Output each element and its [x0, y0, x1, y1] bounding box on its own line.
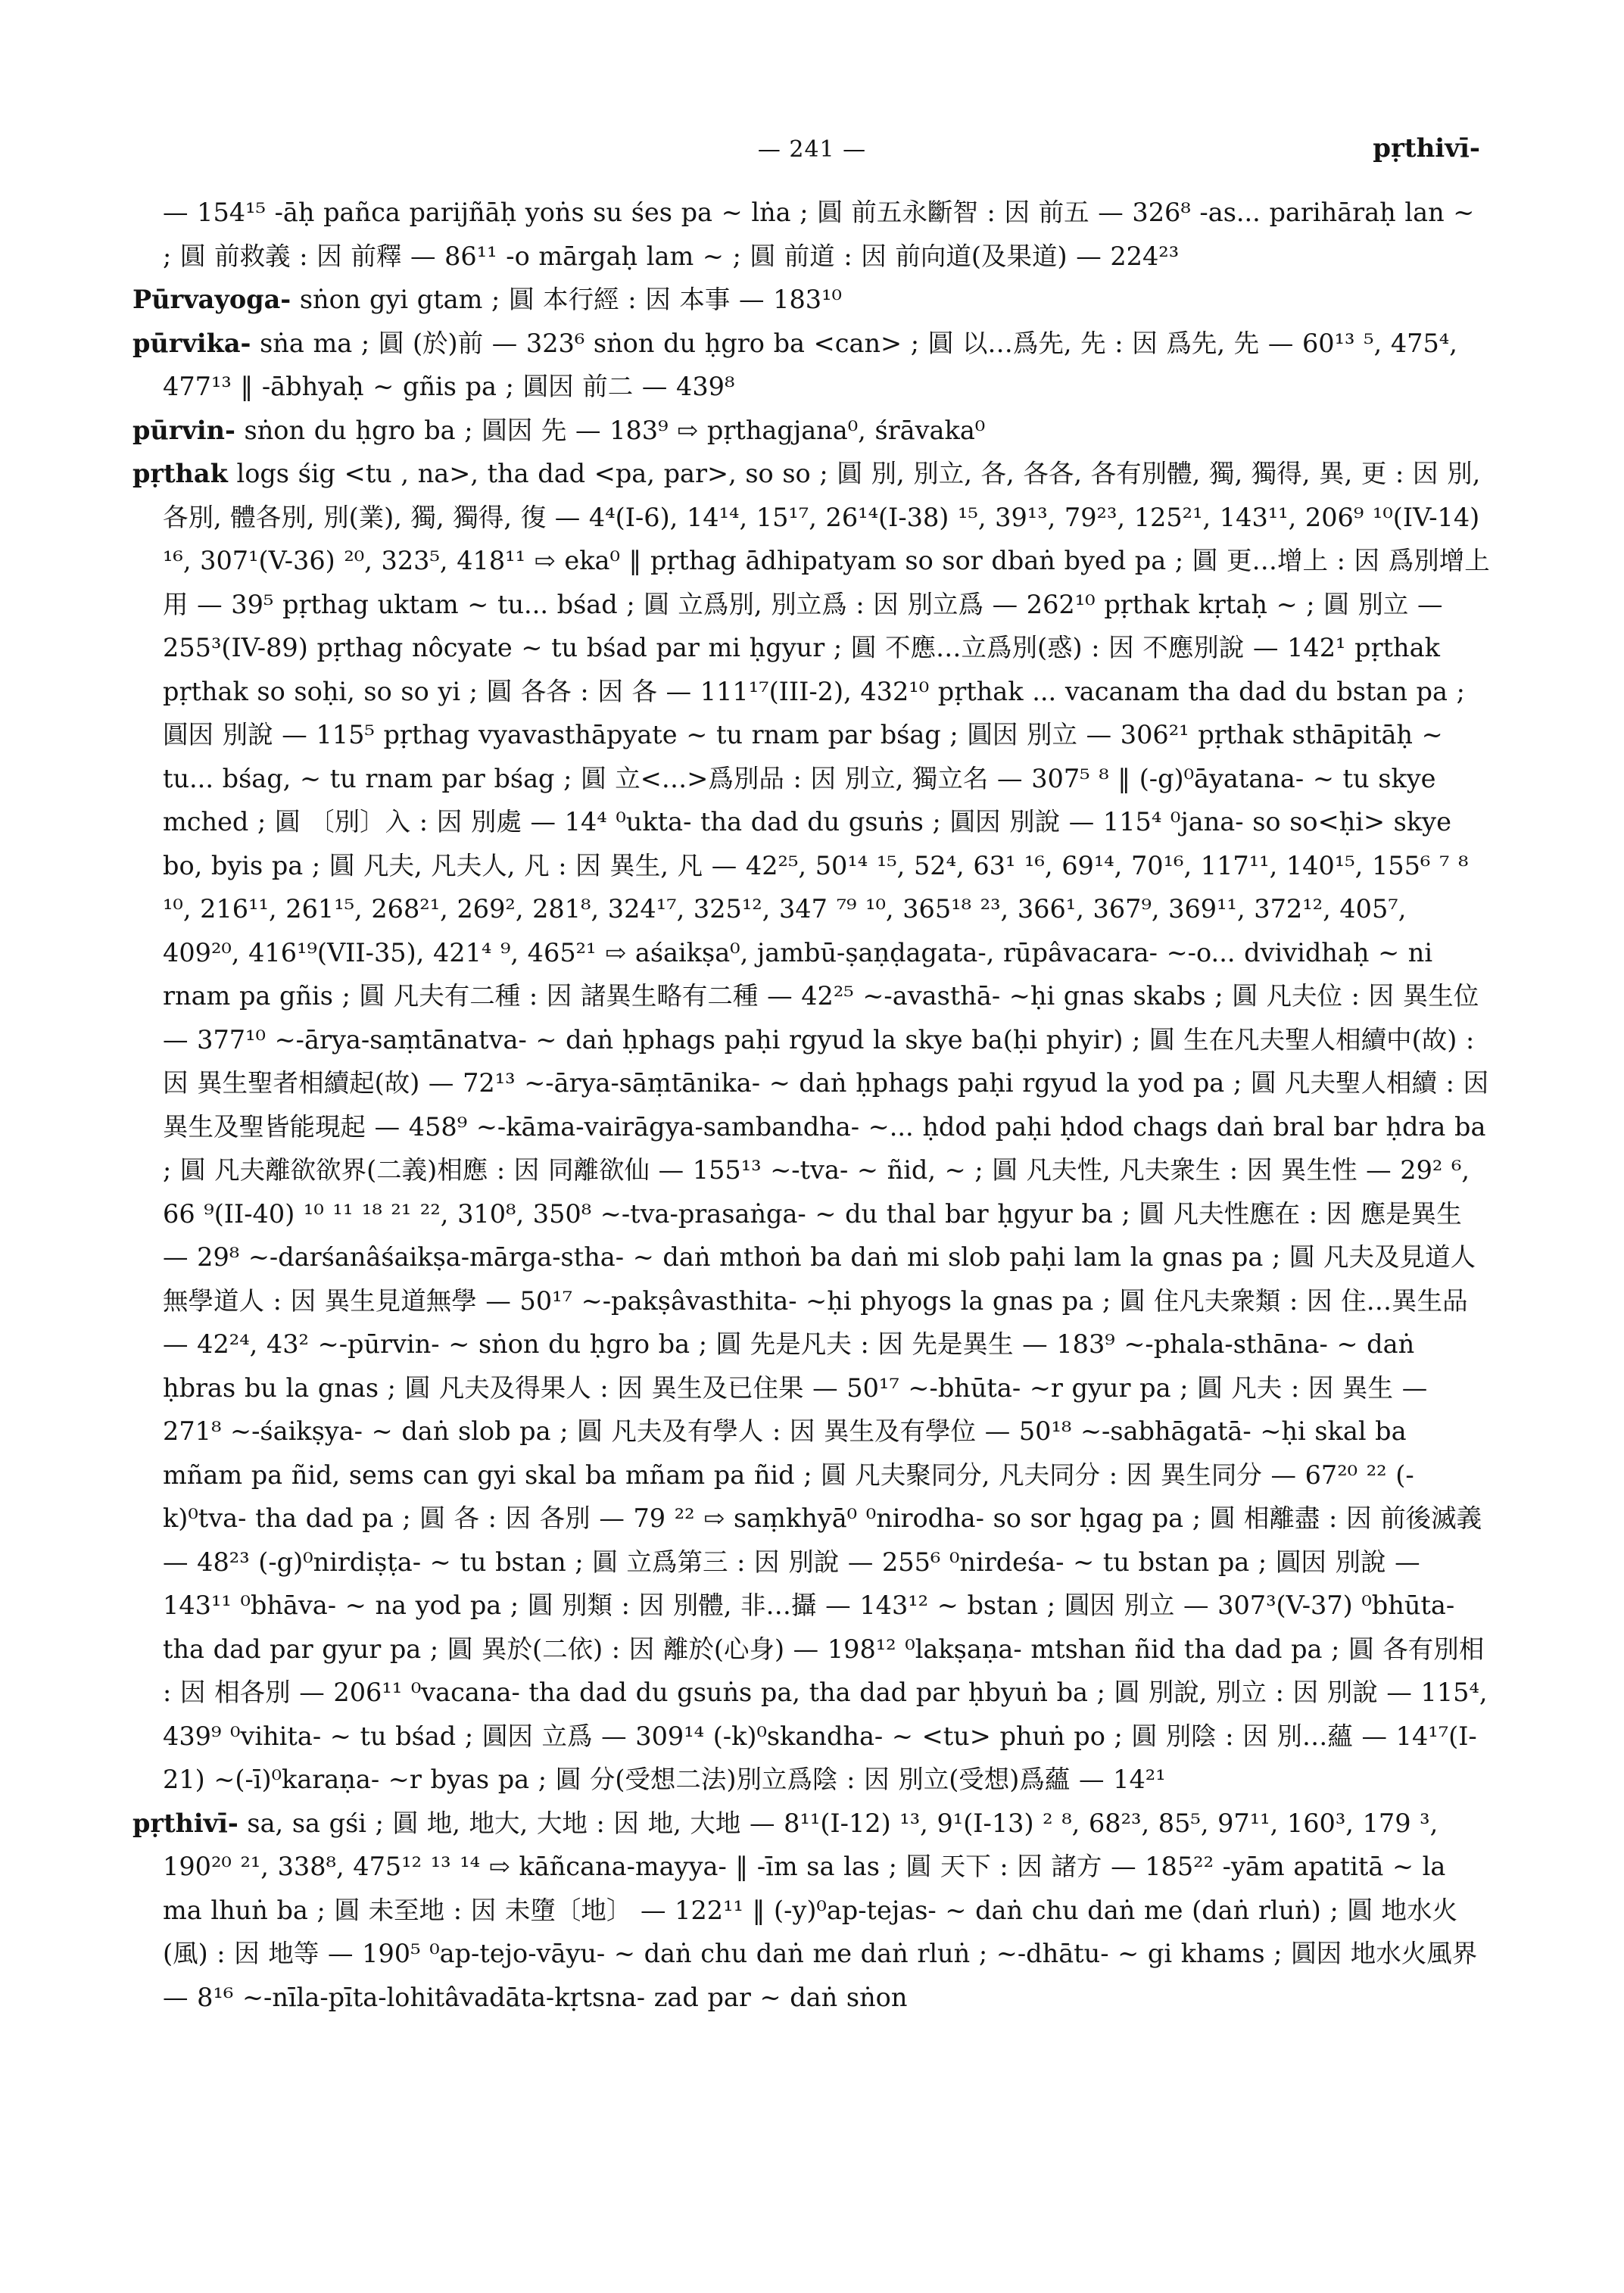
entry-purvika: [132, 322, 1492, 409]
entries-body: [132, 191, 1492, 2019]
entry-prthak: [132, 452, 1492, 1802]
entry-headword: Pūrvayoga-: [132, 285, 291, 314]
entry-purvayoga: [132, 278, 1492, 322]
entry-prthivi: [132, 1802, 1492, 2020]
page-number: — 241 —: [757, 136, 867, 163]
entry-continuation: [132, 191, 1492, 278]
entry-text: logs śig <tu , na>, tha dad <pa, par>, so so ; 圓 別, 別立, 各, 各各, 各有別體, 獨, 獨得, 異, 更 : 因 別, 各別, 體各別, 別(業), 獨, 獨得, 復 — 4⁴(I-6), 14¹⁴, 15¹⁷, 26¹⁴(I-38) ¹⁵, 39¹³, 79²³, 125²¹, 143¹¹, 206⁹ ¹⁰(IV-14) ¹⁶, 307¹(V-36) ²⁰, 323⁵, 418¹¹ ⇨ eka⁰ ‖ pṛthag ādhipatyam so sor dbaṅ byed pa ; 圓 更…增上 : 因 爲別增上用 — 39⁵ pṛthag uktam ~ tu... bśad ; 圓 立爲別, 別立爲 : 因 別立爲 — 262¹⁰ pṛthak kṛtaḥ ~ ; 圓 別立 — 255³(IV-89) pṛthag nôcyate ~ tu bśad par mi ḥgyur ; 圓 不應…立爲別(惑) : 因 不應別說 — 142¹ pṛthak pṛthak so soḥi, so so yi ; 圓 各各 : 因 各 — 111¹⁷(III-2), 432¹⁰ pṛthak ... vacanam tha dad du bstan pa ; 圓因 別說 — 115⁵ pṛthag vyavasthāpyate ~ tu rnam par bśag ; 圓因 別立 — 306²¹ pṛthak sthāpitāḥ ~ tu... bśag, ~ tu rnam par bśag ; 圓 立<…>爲別品 : 因 別立, 獨立名 — 307⁵ ⁸ ‖ (-g)⁰āyatana- ~ tu skye mched ; 圓 〔別〕入 : 因 別處 — 14⁴ ⁰ukta- tha dad du gsuṅs ; 圓因 別說 — 115⁴ ⁰jana- so so<ḥi> skye bo, byis pa ; 圓 凡夫, 凡夫人, 凡 : 因 異生, 凡 — 42²⁵, 50¹⁴ ¹⁵, 52⁴, 63¹ ¹⁶, 69¹⁴, 70¹⁶, 117¹¹, 140¹⁵, 155⁶ ⁷ ⁸ ¹⁰, 216¹¹, 261¹⁵, 268²¹, 269², 281⁸, 324¹⁷, 325¹², 347 ⁷⁹ ¹⁰, 365¹⁸ ²³, 366¹, 367⁹, 369¹¹, 372¹², 405⁷, 409²⁰, 416¹⁹(VII-35), 421⁴ ⁹, 465²¹ ⇨ aśaikṣa⁰, jambū-ṣaṇḍagata-, rūpâvacara- ~-o... dvividhaḥ ~ ni rnam pa gñis ; 圓 凡夫有二種 : 因 諸異生略有二種 — 42²⁵ ~-avasthā- ~ḥi gnas skabs ; 圓 凡夫位 : 因 異生位 — 377¹⁰ ~-ārya-saṃtānatva- ~ daṅ ḥphags paḥi rgyud la skye ba(ḥi phyir) ; 圓 生在凡夫聖人相續中(故) : 因 異生聖者相續起(故) — 72¹³ ~-ārya-sāṃtānika- ~ daṅ ḥphags paḥi rgyud la yod pa ; 圓 凡夫聖人相續 : 因 異生及聖皆能現起 — 458⁹ ~-kāma-vairāgya-sambandha- ~... ḥdod paḥi ḥdod chags daṅ bral bar ḥdra ba ; 圓 凡夫離欲欲界(二義)相應 : 因 同離欲仙 — 155¹³ ~-tva- ~ ñid, ~ ; 圓 凡夫性, 凡夫衆生 : 因 異生性 — 29² ⁶, 66 ⁹(II-40) ¹⁰ ¹¹ ¹⁸ ²¹ ²², 310⁸, 350⁸ ~-tva-prasaṅga- ~ du thal bar ḥgyur ba ; 圓 凡夫性應在 : 因 應是異生 — 29⁸ ~-darśanâśaikṣa-mārga-stha- ~ daṅ mthoṅ ba daṅ mi slob paḥi lam la gnas pa ; 圓 凡夫及見道人無學道人 : 因 異生見道無學 — 50¹⁷ ~-pakṣâvasthita- ~ḥi phyogs la gnas pa ; 圓 住凡夫衆類 : 因 住…異生品 — 42²⁴, 43² ~-pūrvin- ~ sṅon du ḥgro ba ; 圓 先是凡夫 : 因 先是異生 — 183⁹ ~-phala-sthāna- ~ daṅ ḥbras bu la gnas ; 圓 凡夫及得果人 : 因 異生及已住果 — 50¹⁷ ~-bhūta- ~r gyur pa ; 圓 凡夫 : 因 異生 — 271⁸ ~-śaikṣya- ~ daṅ slob pa ; 圓 凡夫及有學人 : 因 異生及有學位 — 50¹⁸ ~-sabhāgatā- ~ḥi skal ba mñam pa ñid, sems can gyi skal ba mñam pa ñid ; 圓 凡夫聚同分, 凡夫同分 : 因 異生同分 — 67²⁰ ²² (-k)⁰tva- tha dad pa ; 圓 各 : 因 各別 — 79 ²² ⇨ saṃkhyā⁰ ⁰nirodha- so sor ḥgag pa ; 圓 相離盡 : 因 前後滅義 — 48²³ (-g)⁰nirdiṣṭa- ~ tu bstan ; 圓 立爲第三 : 因 別說 — 255⁶ ⁰nirdeśa- ~ tu bstan pa ; 圓因 別說 — 143¹¹ ⁰bhāva- ~ na yod pa ; 圓 別類 : 因 別體, 非…攝 — 143¹² ~ bstan ; 圓因 別立 — 307³(V-37) ⁰bhūta- tha dad par gyur pa ; 圓 異於(二依) : 因 離於(心身) — 198¹² ⁰lakṣaṇa- mtshan ñid tha dad pa ; 圓 各有別相 : 因 相各別 — 206¹¹ ⁰vacana- tha dad du gsuṅs pa, tha dad par ḥbyuṅ ba ; 圓 別說, 別立 : 因 別說 — 115⁴, 439⁹ ⁰vihita- ~ tu bśad ; 圓因 立爲 — 309¹⁴ (-k)⁰skandha- ~ <tu> phuṅ po ; 圓 別陰 : 因 別…蘊 — 14¹⁷(I-21) ~(-ī)⁰karaṇa- ~r byas pa ; 圓 分(受想二法)別立爲陰 : 因 別立(受想)爲蘊 — 14²¹: [163, 459, 1490, 1794]
entry-headword: pūrvin-: [132, 415, 235, 445]
entry-text: sṅon du ḥgro ba ; 圓因 先 — 183⁹ ⇨ pṛthagjana⁰, śrāvaka⁰: [235, 415, 986, 445]
entry-headword: pṛthivī-: [132, 1808, 238, 1838]
entry-text: sṅa ma ; 圓 (於)前 — 323⁶ sṅon du ḥgro ba <can> ; 圓 以…爲先, 先 : 因 爲先, 先 — 60¹³ ⁵, 475⁴, 477¹³ ‖ -ābhyaḥ ~ gñis pa ; 圓因 前二 — 439⁸: [163, 328, 1457, 401]
entry-text: sa, sa gśi ; 圓 地, 地大, 大地 : 因 地, 大地 — 8¹¹(I-12) ¹³, 9¹(I-13) ² ⁸, 68²³, 85⁵, 97¹¹, 160³, 179 ³, 190²⁰ ²¹, 338⁸, 475¹² ¹³ ¹⁴ ⇨ kāñcana-mayya- ‖ -īm sa las ; 圓 天下 : 因 諸方 — 185²² -yām apatitā ~ la ma lhuṅ ba ; 圓 未至地 : 因 未墮〔地〕 — 122¹¹ ‖ (-y)⁰ap-tejas- ~ daṅ chu daṅ me (daṅ rluṅ) ; 圓 地水火(風) : 因 地等 — 190⁵ ⁰ap-tejo-vāyu- ~ daṅ chu daṅ me daṅ rluṅ ; ~-dhātu- ~ gi khams ; 圓因 地水火風界 — 8¹⁶ ~-nīla-pīta-lohitâvadāta-kṛtsna- zad par ~ daṅ sṅon: [163, 1808, 1478, 2012]
entry-text: — 154¹⁵ -āḥ pañca parijñāḥ yoṅs su śes pa ~ lṅa ; 圓 前五永斷智 : 因 前五 — 326⁸ -as... parihāraḥ lan ~ ; 圓 前救義 : 因 前釋 — 86¹¹ -o mārgaḥ lam ~ ; 圓 前道 : 因 前向道(及果道) — 224²³: [163, 198, 1475, 271]
entry-purvin: [132, 409, 1492, 453]
entry-headword: pūrvika-: [132, 328, 251, 358]
entry-text: sṅon gyi gtam ; 圓 本行經 : 因 本事 — 183¹⁰: [291, 285, 842, 314]
entry-headword: pṛthak: [132, 459, 228, 488]
running-head: pṛthivī-: [1373, 133, 1480, 164]
